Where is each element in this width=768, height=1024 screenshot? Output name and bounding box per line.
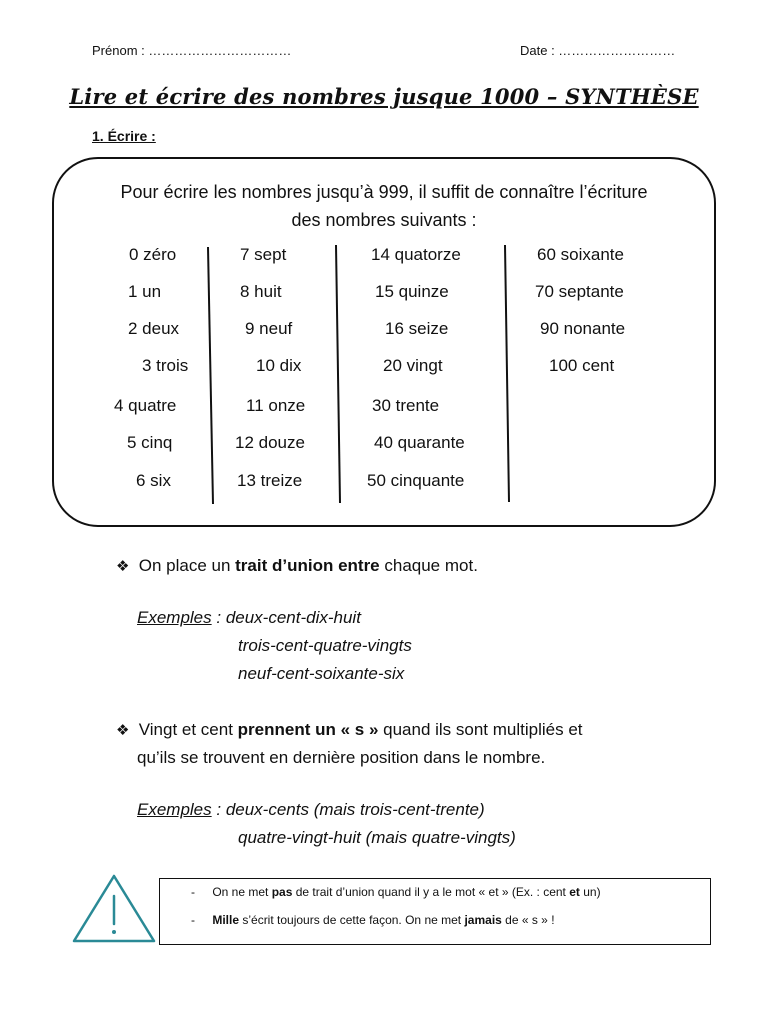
column-divider <box>505 245 509 502</box>
number-word: 3 trois <box>142 356 189 375</box>
rule-1 <box>116 552 478 581</box>
number-word: 13 treize <box>237 471 303 490</box>
note-text: un) <box>579 885 601 899</box>
number-word: 20 vingt <box>383 356 443 375</box>
warning-triangle-icon <box>70 872 158 946</box>
number-word: 16 seize <box>385 319 449 338</box>
note-2 <box>191 913 555 927</box>
rule-2-examples-label <box>137 800 485 820</box>
rule-1-text: On place un <box>138 556 236 575</box>
number-word: 6 six <box>136 471 171 490</box>
date-field: Date : ……………………… <box>520 43 676 58</box>
number-word: 90 nonante <box>540 319 626 338</box>
note-bold: Mille <box>212 913 240 927</box>
number-word: 0 zéro <box>129 245 177 264</box>
rule-2-text-end: quand ils sont multipliés et <box>378 720 583 739</box>
diamond-bullet-icon: ❖ <box>116 558 130 575</box>
number-word: 14 quatorze <box>371 245 461 264</box>
examples-label: Exemples <box>137 800 212 819</box>
page-title: Lire et écrire des nombres jusque 1000 – SYNTHÈSE <box>69 84 699 109</box>
section-heading: 1. Écrire : <box>92 128 156 144</box>
number-word: 11 onze <box>246 396 306 415</box>
examples-separator: : <box>211 608 226 627</box>
example: deux-cents (mais trois-cent-trente) <box>225 800 485 819</box>
number-word: 4 quatre <box>114 396 177 415</box>
number-word: 100 cent <box>549 356 615 375</box>
column-divider <box>208 247 213 504</box>
note-dash: - <box>191 913 195 927</box>
rule-2-text: Vingt et cent <box>138 720 238 739</box>
examples-separator: : <box>211 800 226 819</box>
number-word: 7 sept <box>240 245 287 264</box>
number-word: 8 huit <box>240 282 282 301</box>
note-text: s’écrit toujours de cette façon. On ne met <box>239 913 465 927</box>
note-bold: pas <box>271 885 293 899</box>
intro-line-2: des nombres suivants : <box>291 210 477 230</box>
number-word: 30 trente <box>372 396 440 415</box>
number-word: 40 quarante <box>374 433 465 452</box>
rule-2-line-2: qu’ils se trouvent en dernière position dans le nombre. <box>137 748 546 767</box>
number-word: 1 un <box>128 282 162 301</box>
number-word: 12 douze <box>235 433 305 452</box>
rule-1-examples-label <box>137 608 361 628</box>
note-bold: jamais <box>464 913 502 927</box>
note-1 <box>191 885 601 899</box>
rule-2 <box>116 716 583 745</box>
example: quatre-vingt-huit (mais quatre-vingts) <box>238 828 516 847</box>
column-divider <box>336 245 340 503</box>
example: trois-cent-quatre-vingts <box>238 636 412 655</box>
number-word: 2 deux <box>128 319 180 338</box>
note-dash: - <box>191 885 195 899</box>
first-name-field: Prénom : …………………………… <box>92 43 292 58</box>
example: neuf-cent-soixante-six <box>238 664 405 683</box>
examples-label: Exemples <box>137 608 212 627</box>
number-word: 70 septante <box>535 282 624 301</box>
note-text: de trait d’union quand il y a le mot « et » (Ex. : cent <box>292 885 570 899</box>
number-word: 15 quinze <box>375 282 449 301</box>
note-text: On ne met <box>212 885 272 899</box>
rule-1-bold: trait d’union entre <box>235 556 380 575</box>
rule-2-bold: prennent un « s » <box>237 720 379 739</box>
diamond-bullet-icon: ❖ <box>116 722 130 739</box>
number-word: 10 dix <box>256 356 302 375</box>
number-word: 5 cinq <box>127 433 173 452</box>
number-word: 50 cinquante <box>367 471 465 490</box>
intro-line-1: Pour écrire les nombres jusqu’à 999, il suffit de connaître l’écriture <box>120 182 648 202</box>
number-word: 60 soixante <box>537 245 624 264</box>
number-word: 9 neuf <box>245 319 293 338</box>
note-text: de « s » ! <box>501 913 555 927</box>
rule-1-text-end: chaque mot. <box>379 556 478 575</box>
note-bold: et <box>569 885 580 899</box>
example: deux-cent-dix-huit <box>225 608 361 627</box>
